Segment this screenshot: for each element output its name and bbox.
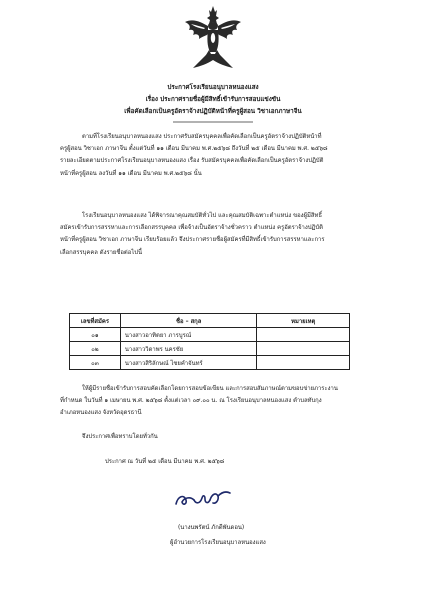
handwritten-signature — [172, 486, 234, 512]
cell-application-no: ๐๓ — [70, 356, 121, 370]
cell-name: นางสาวอาทิตยา ภารบูรณ์ — [120, 328, 257, 342]
paragraph-1-line: ตามที่โรงเรียนอนุบาลหนองแสง ประกาศรับสมัครบุคคลเพื่อคัดเลือกเป็นครูอัตราจ้างปฏิบัติหน้าที่ — [82, 134, 322, 140]
announcement-subject-cont: เพื่อคัดเลือกเป็นครูอัตราจ้างปฏิบัติหน้าที่ครูผู้สอน วิชาเอกภาษาจีน — [124, 108, 302, 115]
paragraph-2-line: เลือกสรรบุคคล ดังรายชื่อต่อไปนี้ — [60, 249, 143, 256]
paragraph-2 — [60, 210, 385, 259]
column-header-application-no: เลขที่สมัคร — [70, 314, 121, 328]
signatory-position: ผู้อำนวยการโรงเรียนอนุบาลหนองแสง — [170, 540, 266, 546]
column-header-name: ชื่อ – สกุล — [120, 314, 257, 328]
cell-remark — [257, 356, 350, 370]
paragraph-2-line: โรงเรียนอนุบาลหนองแสง ได้พิจารณาคุณสมบัติทั่วไป และคุณสมบัติเฉพาะตำแหน่ง ของผู้มีสิทธิ์ — [82, 213, 322, 219]
candidate-table — [69, 313, 350, 370]
announcement-subject: เรื่อง ประกาศรายชื่อผู้มีสิทธิ์เข้ารับการสอบแข่งขัน — [145, 96, 281, 103]
paragraph-2-line: หน้าที่ครูผู้สอน วิชาเอก ภาษาจีน เรียบร้อยแล้ว จึงประกาศรายชื่อผู้สมัครที่มีสิทธิ์เข้ารับการสรรหาและการ — [60, 237, 325, 244]
paragraph-3-line: ให้ผู้มีรายชื่อเข้ารับการสอบคัดเลือกโดยการสอบข้อเขียน และการสอบสัมภาษณ์ตามขอบข่ายภาระงาน — [82, 386, 338, 392]
cell-application-no: ๐๑ — [70, 328, 121, 342]
paragraph-3-line: ที่กำหนด ในวันที่ ๑ เมษายน พ.ศ. ๒๕๖๘ ตั้งแต่เวลา ๐๙.๐๐ น. ณ โรงเรียนอนุบาลหนองแสง ตำบลทับกุง — [60, 398, 322, 405]
cell-application-no: ๐๒ — [70, 342, 121, 356]
header-divider — [173, 120, 253, 124]
cell-remark — [257, 342, 350, 356]
paragraph-4 — [60, 431, 385, 443]
paragraph-1-line: ครูผู้สอน วิชาเอก ภาษาจีน ตั้งแต่วันที่ ๑๑ เดือน มีนาคม พ.ศ.๒๕๖๘ ถึงวันที่ ๒๕ เดือน มีนาคม พ.ศ. ๒๕๖๘ — [60, 146, 328, 153]
column-header-remark: หมายเหตุ — [257, 314, 350, 328]
garuda-emblem-icon — [183, 4, 243, 70]
paragraph-3 — [60, 383, 385, 420]
cell-name: นางสาววิดาพร นครชัย — [120, 342, 257, 356]
paragraph-1-line: หน้าที่ครูผู้สอน ลงวันที่ ๑๑ เดือน มีนาคม พ.ศ.๒๕๖๘ นั้น — [60, 170, 202, 177]
closing-statement: จึงประกาศเพื่อทราบโดยทั่วกัน — [82, 434, 158, 440]
announcement-title: ประกาศโรงเรียนอนุบาลหนองแสง — [167, 84, 259, 91]
announcement-date: ประกาศ ณ วันที่ ๒๕ เดือน มีนาคม พ.ศ. ๒๕๖๘ — [105, 459, 225, 465]
paragraph-3-line: อำเภอหนองแสง จังหวัดอุดรธานี — [60, 410, 142, 417]
cell-name: นางสาวสิริลักษณ์ ไชยคำจันทร์ — [120, 356, 257, 370]
table-row — [70, 328, 350, 342]
paragraph-1-line: รายละเอียดตามประกาศโรงเรียนอนุบาลหนองแสง เรื่อง รับสมัครบุคคลเพื่อคัดเลือกเป็นครูอัตราจ้างปฏิบัติ — [60, 158, 324, 165]
cell-remark — [257, 328, 350, 342]
table-row — [70, 342, 350, 356]
paragraph-1 — [60, 131, 385, 180]
table-header-row — [70, 314, 350, 328]
signatory-name: (นางนพรัตน์ ภักดีพันดอน) — [178, 525, 245, 531]
paragraph-2-line: สมัครเข้ารับการสรรหาและการเลือกสรรบุคคล เพื่อจ้างเป็นอัตราจ้างชั่วคราว ตำแหน่ง ครูอัตราจ้างปฏิบัติ — [60, 225, 323, 232]
table-row — [70, 356, 350, 370]
